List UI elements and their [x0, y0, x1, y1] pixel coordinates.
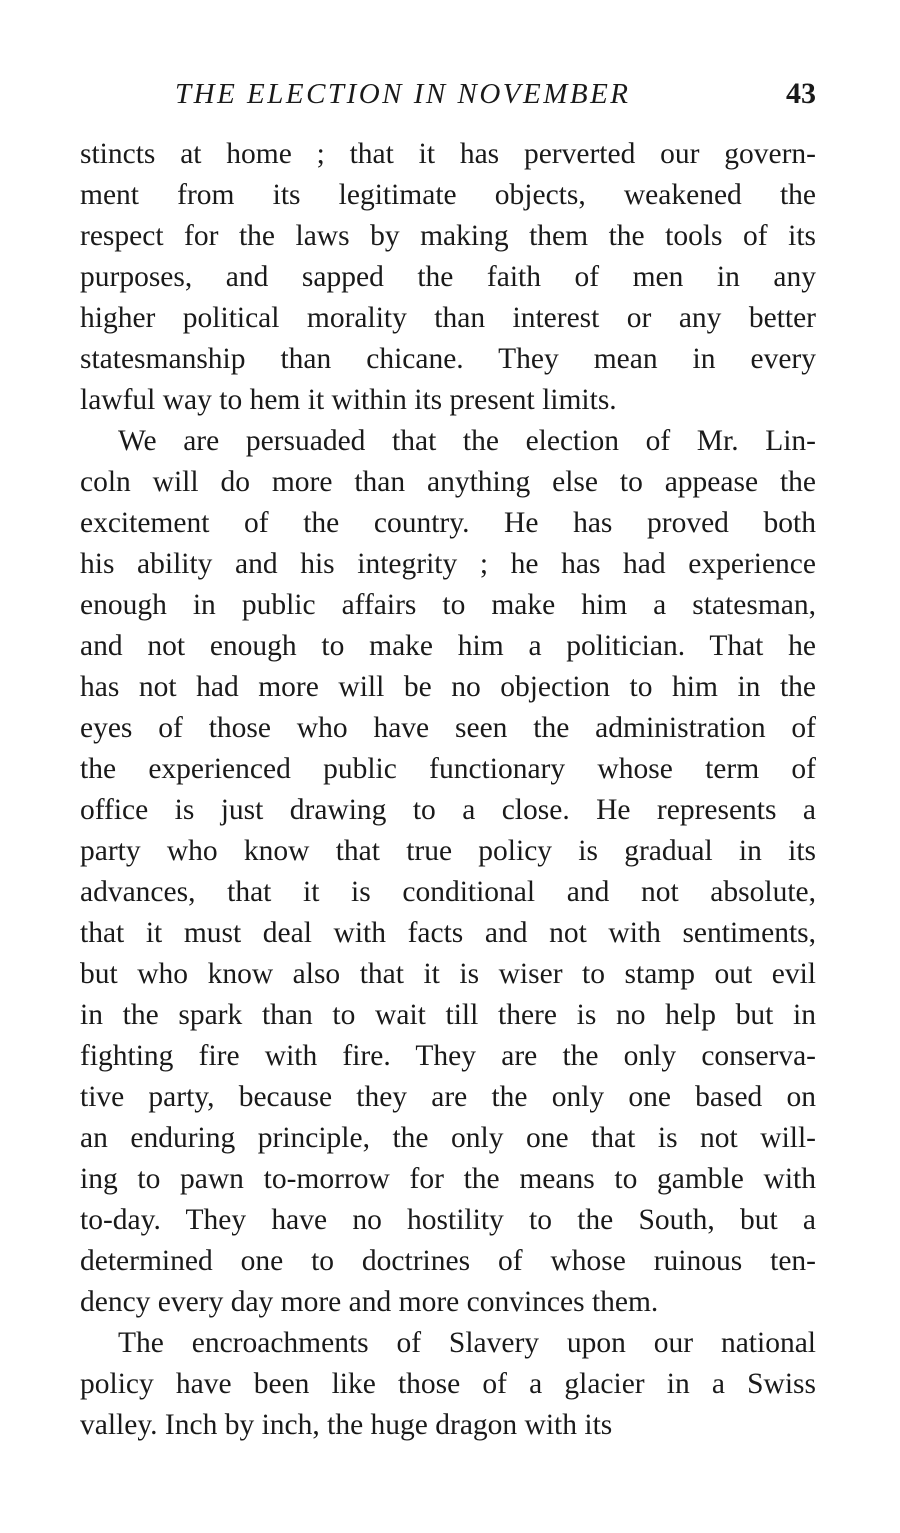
text-line: but who know also that it is wiser to stamp out evil [80, 958, 816, 990]
text-line: dency every day more and more convinces them. [80, 1286, 659, 1318]
text-line: policy have been like those of a glacier in a Swiss [80, 1368, 816, 1400]
text-line: in the spark than to wait till there is no help but in [80, 999, 816, 1031]
text-line: party who know that true policy is gradual in its [80, 835, 816, 867]
text-line: ing to pawn to-morrow for the means to gamble with [80, 1163, 816, 1195]
text-line: has not had more will be no objection to him in the [80, 671, 816, 703]
paragraph [80, 1323, 816, 1446]
text-line: enough in public affairs to make him a statesman, [80, 589, 816, 621]
text-line: statesmanship than chicane. They mean in every [80, 343, 816, 375]
running-head [80, 72, 820, 116]
text-line: valley. Inch by inch, the huge dragon with its [80, 1409, 613, 1441]
text-line: determined one to doctrines of whose ruinous ten- [80, 1245, 816, 1277]
text-line: the experienced public functionary whose term of [80, 753, 816, 785]
text-line: advances, that it is conditional and not absolute, [80, 876, 816, 908]
paragraph [80, 134, 816, 421]
paragraph [80, 421, 816, 1323]
text-line: and not enough to make him a politician. That he [80, 630, 816, 662]
text-line: to-day. They have no hostility to the South, but a [80, 1204, 816, 1236]
text-line: his ability and his integrity ; he has had experience [80, 548, 816, 580]
text-line: We are persuaded that the election of Mr. Lin- [118, 425, 816, 457]
text-line: ment from its legitimate objects, weakened the [80, 179, 816, 211]
body-text [80, 134, 816, 1446]
text-line: coln will do more than anything else to appease the [80, 466, 816, 498]
text-line: office is just drawing to a close. He represents a [80, 794, 816, 826]
text-line: that it must deal with facts and not with sentiments, [80, 917, 816, 949]
text-line: The encroachments of Slavery upon our national [118, 1327, 816, 1359]
text-line: eyes of those who have seen the administration of [80, 712, 816, 744]
text-line: higher political morality than interest or any better [80, 302, 816, 334]
text-line: respect for the laws by making them the tools of its [80, 220, 816, 252]
text-line: lawful way to hem it within its present limits. [80, 384, 617, 416]
text-line: excitement of the country. He has proved both [80, 507, 816, 539]
running-title: THE ELECTION IN NOVEMBER [175, 78, 631, 110]
text-line: tive party, because they are the only one based on [80, 1081, 816, 1113]
text-line: purposes, and sapped the faith of men in any [80, 261, 816, 293]
text-line: stincts at home ; that it has perverted our govern- [80, 138, 816, 170]
page-number: 43 [786, 77, 816, 110]
text-line: an enduring principle, the only one that is not will- [80, 1122, 816, 1154]
text-line: fighting fire with fire. They are the only conserva- [80, 1040, 816, 1072]
